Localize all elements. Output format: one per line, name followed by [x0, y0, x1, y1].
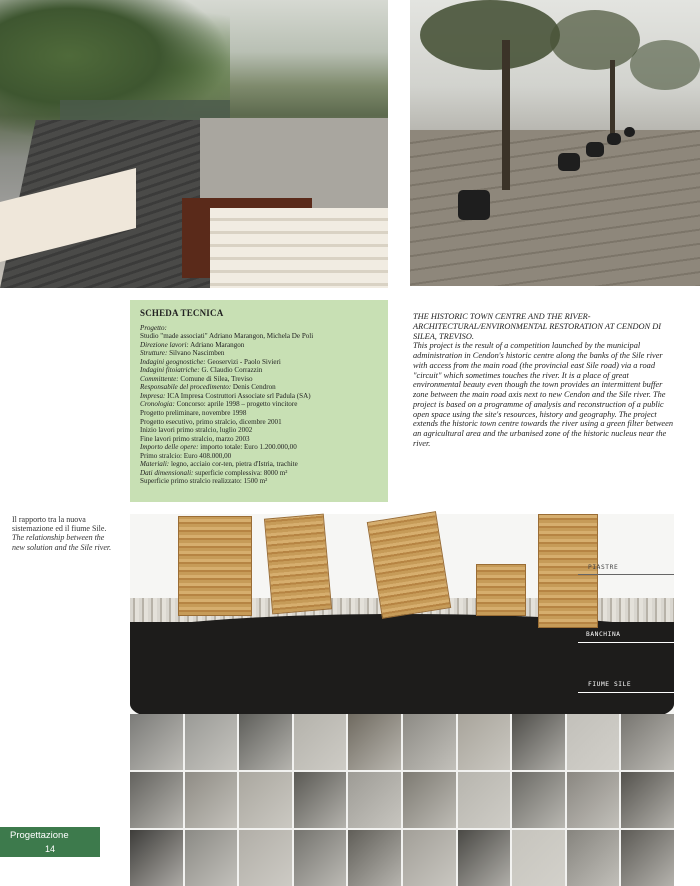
tech-sheet-row	[140, 477, 379, 486]
tree-trunk	[610, 60, 615, 140]
section-tab	[0, 827, 100, 857]
tech-sheet-label: Importo delle opere:	[140, 443, 199, 452]
tech-sheet-value: Primo stralcio: Euro 408.000,00	[140, 451, 232, 460]
tech-sheet-row	[140, 400, 379, 409]
tech-sheet-row	[140, 324, 379, 333]
wood-panel	[178, 516, 252, 616]
material-photo	[621, 830, 674, 886]
article-body: This project is the result of a competition launched by the municipal administration in Cendon's historic centre along the banks of the Sile river with access from the main road (the provincial east Sile road) via a road "circuit" which sometimes touches the river. It is a place of great environmental beauty even though the town provides an intermittent buffer zone between the main road axis next to new Cendon and the Sile river. The project is based on a programme of analysis and reconstruction of a public open space using the site's resources, history and geography. The project extends the historic town centre towards the river using a green filter between an agricultural area and the urbanised zone of the historic nucleus near the river.	[413, 341, 673, 448]
material-photo	[403, 772, 456, 828]
tech-sheet-row	[140, 409, 379, 418]
tech-sheet-value: legno, acciaio cor-ten, pietra d'Istria, trachite	[169, 460, 298, 469]
tech-sheet-row	[140, 435, 379, 444]
paved-path-shape	[410, 130, 700, 286]
tech-sheet-row	[140, 375, 379, 384]
tech-sheet-title: SCHEDA TECNICA	[140, 308, 224, 318]
label-line	[578, 574, 674, 575]
tech-sheet-label: Strutture:	[140, 349, 168, 358]
tech-sheet-row	[140, 392, 379, 401]
tech-sheet-row	[140, 460, 379, 469]
stone-steps-shape	[210, 208, 388, 288]
material-photo	[512, 714, 565, 770]
material-photo	[567, 772, 620, 828]
tech-sheet-label: Committente:	[140, 374, 179, 383]
tech-sheet-value: superficie complessiva: 8000 m²	[193, 468, 288, 477]
material-photo	[185, 714, 238, 770]
material-photo	[621, 714, 674, 770]
tech-sheet-value: Superficie primo stralcio realizzato: 1500 m²	[140, 477, 268, 486]
material-photo	[294, 772, 347, 828]
tech-sheet-label: Dati dimensionali:	[140, 468, 194, 477]
wood-panel	[476, 564, 526, 616]
bollard	[607, 133, 621, 145]
tech-sheet-row	[140, 366, 379, 375]
tech-sheet-value: importo totale: Euro 1.200.000,00	[198, 443, 297, 452]
caption-english: The relationship between the new solution and the Sile river.	[12, 533, 112, 552]
label-line	[578, 692, 674, 693]
riverside-deck-photo	[0, 0, 388, 288]
wood-panel	[367, 511, 451, 619]
label-line	[578, 642, 674, 643]
label-fiume-sile: FIUME SILE	[588, 681, 632, 688]
material-photo	[458, 830, 511, 886]
material-photo	[403, 714, 456, 770]
tree-canopy	[630, 40, 700, 90]
material-photo-grid	[130, 714, 674, 886]
bollard	[586, 142, 604, 157]
tech-sheet-value: Progetto esecutivo, primo stralcio, dicembre 2001	[140, 417, 282, 426]
bollard	[558, 153, 580, 171]
tech-sheet-value: Concorso: aprile 1998 – progetto vincitore	[174, 400, 298, 409]
bollard	[458, 190, 490, 220]
tech-sheet-row	[140, 426, 379, 435]
section-drawing	[130, 514, 674, 714]
tech-sheet-value: G. Claudio Corrazzin	[199, 366, 263, 375]
figure-caption	[12, 515, 112, 552]
tech-sheet-row	[140, 452, 379, 461]
material-photo	[512, 830, 565, 886]
material-photo	[348, 772, 401, 828]
material-photo	[239, 830, 292, 886]
gravel-area-shape	[200, 118, 388, 210]
tech-sheet-value: Studio "made associati" Adriano Marangon, Michela De Poli	[140, 332, 314, 341]
tech-sheet-value: Comune di Silea, Treviso	[178, 374, 253, 383]
wood-panel	[538, 514, 598, 628]
material-photo	[239, 714, 292, 770]
material-photo	[403, 830, 456, 886]
tech-sheet-label: Indagini fitoiatriche:	[140, 366, 200, 375]
tech-sheet-value: Progetto preliminare, novembre 1998	[140, 409, 247, 418]
tech-sheet-label: Indagini geognostiche:	[140, 357, 206, 366]
promenade-photo	[410, 0, 700, 286]
tech-sheet-label: Responsabile del procedimento:	[140, 383, 232, 392]
material-photo	[348, 830, 401, 886]
article-title: THE HISTORIC TOWN CENTRE AND THE RIVER- ARCHITECTURAL/ENVIRONMENTAL RESTORATION AT CENDON DI SILEA, TREVISO.	[413, 312, 662, 341]
wood-panel	[264, 514, 332, 615]
tech-sheet-row	[140, 332, 379, 341]
article-text	[413, 312, 675, 449]
material-photo	[458, 772, 511, 828]
section-name: Progettazione	[10, 830, 69, 841]
material-photo	[294, 714, 347, 770]
tech-sheet-value: Silvano Nascimben	[167, 349, 225, 358]
tech-sheet-label: Progetto:	[140, 323, 167, 332]
tech-sheet-label: Materiali:	[140, 460, 170, 469]
tech-sheet-box	[130, 300, 388, 502]
tech-sheet-label: Cronologia:	[140, 400, 175, 409]
material-photo	[239, 772, 292, 828]
material-photo	[567, 714, 620, 770]
label-piastre: PIASTRE	[588, 564, 619, 571]
tech-sheet-row	[140, 341, 379, 350]
tree-canopy	[420, 0, 560, 70]
material-photo	[130, 772, 183, 828]
tech-sheet-value: Fine lavori primo stralcio, marzo 2003	[140, 434, 250, 443]
bollard	[624, 127, 635, 137]
tech-sheet-row	[140, 418, 379, 427]
material-photo	[130, 830, 183, 886]
page-number: 14	[45, 844, 56, 854]
label-banchina: BANCHINA	[586, 631, 621, 638]
tree-canopy	[550, 10, 640, 70]
caption-italian: Il rapporto tra la nuova sistemazione ed il fiume Sile.	[12, 515, 107, 534]
tech-sheet-row	[140, 443, 379, 452]
material-photo	[185, 830, 238, 886]
tech-sheet-row	[140, 469, 379, 478]
material-photo	[294, 830, 347, 886]
tech-sheet-value: ICA Impresa Costruttori Associate srl Padula (SA)	[165, 391, 311, 400]
tech-sheet-row	[140, 349, 379, 358]
material-photo	[185, 772, 238, 828]
material-photo	[567, 830, 620, 886]
material-photo	[458, 714, 511, 770]
tech-sheet-label: Impresa:	[140, 391, 166, 400]
material-photo	[621, 772, 674, 828]
material-photo	[348, 714, 401, 770]
material-photo	[512, 772, 565, 828]
tech-sheet-value: Geoservizi - Paolo Sivieri	[205, 357, 281, 366]
tech-sheet-row	[140, 358, 379, 367]
tech-sheet-label: Direzione lavori:	[140, 340, 189, 349]
tree-trunk	[502, 40, 510, 190]
material-photo	[130, 714, 183, 770]
tech-sheet-value: Inizio lavori primo stralcio, luglio 2002	[140, 426, 253, 435]
tech-sheet-value: Denis Cendron	[231, 383, 276, 392]
tech-sheet-row	[140, 383, 379, 392]
tech-sheet-rows	[140, 324, 379, 486]
tech-sheet-value: Adriano Marangon	[188, 340, 245, 349]
